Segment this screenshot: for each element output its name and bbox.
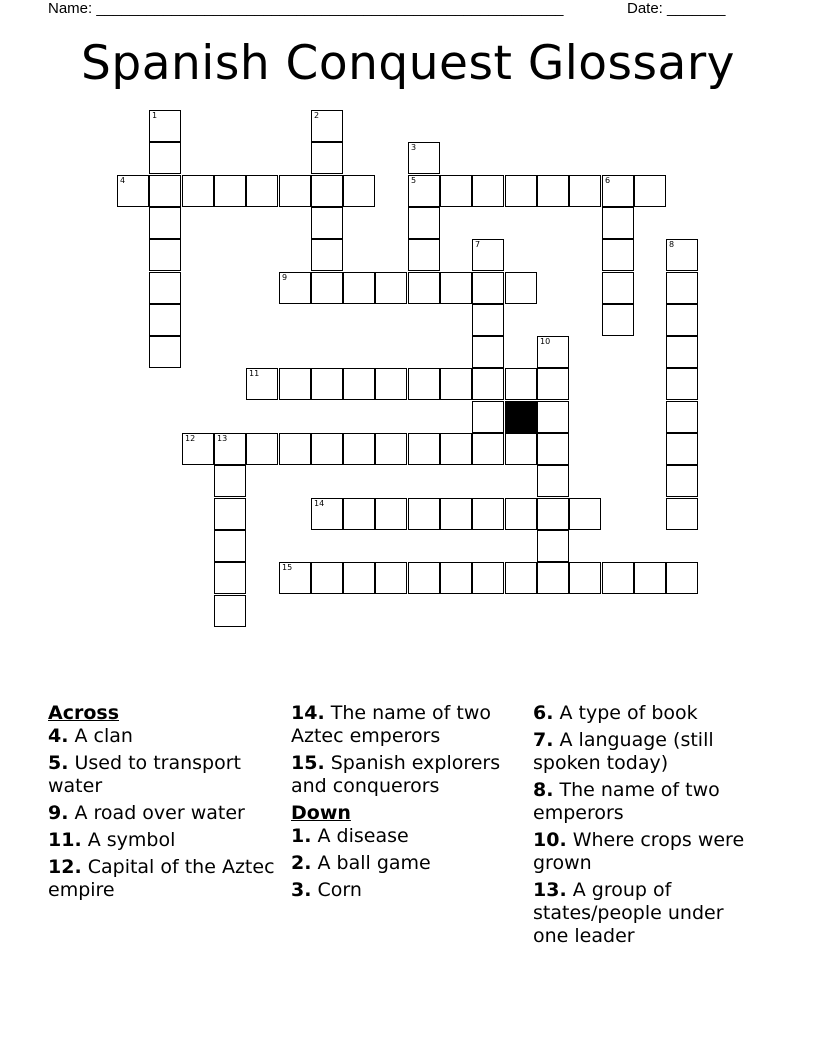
crossword-cell[interactable] [408, 175, 440, 207]
clue-number: 1. [291, 825, 312, 847]
crossword-cell[interactable] [440, 498, 472, 530]
crossword-cell[interactable] [311, 239, 343, 271]
clue-text: Corn [317, 879, 362, 901]
clue-text: A language (still spoken today) [533, 729, 714, 774]
across-heading: Across [48, 702, 120, 724]
crossword-cell[interactable] [343, 562, 375, 594]
clue-down-13 [533, 879, 763, 948]
crossword-cell[interactable] [440, 368, 472, 400]
crossword-cell[interactable] [634, 175, 666, 207]
crossword-cell[interactable] [602, 175, 634, 207]
clue-text: Where crops were grown [533, 829, 745, 874]
crossword-cell[interactable] [505, 175, 537, 207]
crossword-cell[interactable] [311, 175, 343, 207]
crossword-cell[interactable] [569, 498, 601, 530]
crossword-cell[interactable] [537, 562, 569, 594]
crossword-cell-number: 6 [605, 176, 611, 185]
clue-down-3 [291, 879, 521, 902]
crossword-cell[interactable] [149, 175, 181, 207]
clue-down-1 [291, 825, 521, 848]
crossword-cell[interactable] [214, 595, 246, 627]
crossword-cell[interactable] [472, 401, 504, 433]
crossword-cell[interactable] [279, 368, 311, 400]
crossword-cell[interactable] [505, 562, 537, 594]
crossword-cell[interactable] [279, 433, 311, 465]
crossword-cell[interactable] [149, 239, 181, 271]
page-title: Spanish Conquest Glossary [81, 36, 735, 91]
crossword-cell[interactable] [343, 175, 375, 207]
crossword-cell[interactable] [537, 401, 569, 433]
crossword-cell[interactable] [246, 433, 278, 465]
crossword-cell[interactable] [666, 239, 698, 271]
crossword-cell[interactable] [602, 304, 634, 336]
crossword-cell[interactable] [246, 368, 278, 400]
crossword-cell[interactable] [472, 239, 504, 271]
crossword-cell[interactable] [505, 368, 537, 400]
crossword-cell-number: 2 [314, 111, 320, 120]
crossword-cell-number: 10 [540, 337, 551, 346]
crossword-cell[interactable] [440, 272, 472, 304]
crossword-cell[interactable] [569, 562, 601, 594]
crossword-cell[interactable] [440, 562, 472, 594]
crossword-cell[interactable] [311, 368, 343, 400]
crossword-cell[interactable] [311, 562, 343, 594]
clue-down-8 [533, 779, 763, 825]
clue-text: A disease [317, 825, 409, 847]
crossword-cell[interactable] [666, 336, 698, 368]
crossword-cell[interactable] [182, 175, 214, 207]
crossword-cell[interactable] [408, 207, 440, 239]
crossword-cell[interactable] [505, 272, 537, 304]
crossword-cell[interactable] [666, 498, 698, 530]
crossword-cell[interactable] [343, 433, 375, 465]
crossword-cell[interactable] [214, 465, 246, 497]
crossword-cell[interactable] [666, 368, 698, 400]
clue-text: A ball game [317, 852, 431, 874]
crossword-cell-number: 7 [475, 240, 481, 249]
crossword-cell[interactable] [666, 562, 698, 594]
clue-number: 12. [48, 856, 82, 878]
crossword-cell[interactable] [311, 272, 343, 304]
crossword-cell[interactable] [537, 175, 569, 207]
clue-across-4 [48, 725, 278, 748]
crossword-cell[interactable] [602, 239, 634, 271]
crossword-cell[interactable] [149, 272, 181, 304]
clue-number: 9. [48, 802, 69, 824]
crossword-cell[interactable] [472, 498, 504, 530]
clue-across-5 [48, 752, 278, 798]
crossword-cell[interactable] [666, 433, 698, 465]
crossword-cell[interactable] [472, 336, 504, 368]
crossword-cell[interactable] [214, 175, 246, 207]
crossword-cell[interactable] [537, 368, 569, 400]
crossword-cell[interactable] [149, 336, 181, 368]
crossword-cell[interactable] [537, 433, 569, 465]
crossword-cell[interactable] [408, 433, 440, 465]
clues-column-1 [48, 702, 278, 906]
down-heading: Down [291, 802, 351, 824]
date-field-label: Date: _______ [627, 0, 726, 17]
crossword-cell[interactable] [602, 562, 634, 594]
clues-column-3 [533, 702, 763, 952]
clue-number: 15. [291, 752, 325, 774]
crossword-cell[interactable] [505, 433, 537, 465]
crossword-cell[interactable] [408, 272, 440, 304]
crossword-cell-number: 3 [411, 143, 417, 152]
clue-text: A clan [74, 725, 133, 747]
clue-text: Spanish explorers and conquerors [291, 752, 501, 797]
crossword-cell[interactable] [666, 465, 698, 497]
clue-number: 13. [533, 879, 567, 901]
crossword-cell[interactable] [408, 239, 440, 271]
crossword-cell[interactable] [214, 498, 246, 530]
crossword-cell[interactable] [666, 304, 698, 336]
crossword-cell[interactable] [149, 304, 181, 336]
clue-number: 6. [533, 702, 554, 724]
crossword-cell[interactable] [408, 368, 440, 400]
crossword-cell[interactable] [311, 110, 343, 142]
clue-number: 14. [291, 702, 325, 724]
crossword-cell-number: 1 [152, 111, 158, 120]
crossword-cell[interactable] [602, 272, 634, 304]
clue-down-2 [291, 852, 521, 875]
crossword-cell-number: 4 [120, 176, 126, 185]
clue-down-6 [533, 702, 763, 725]
clue-across-9 [48, 802, 278, 825]
crossword-cell[interactable] [279, 562, 311, 594]
crossword-cell[interactable] [666, 272, 698, 304]
clue-text: A symbol [87, 829, 176, 851]
clue-number: 8. [533, 779, 554, 801]
clue-text: A group of states/people under one leader [533, 879, 724, 947]
clue-across-12 [48, 856, 278, 902]
crossword-cell[interactable] [343, 498, 375, 530]
crossword-cell[interactable] [537, 336, 569, 368]
crossword-cell[interactable] [569, 175, 601, 207]
crossword-cell[interactable] [408, 562, 440, 594]
crossword-cell[interactable] [537, 465, 569, 497]
clue-across-11 [48, 829, 278, 852]
clue-across-14 [291, 702, 521, 748]
crossword-cell[interactable] [408, 498, 440, 530]
crossword-cell[interactable] [279, 175, 311, 207]
crossword-cell[interactable] [537, 530, 569, 562]
crossword-cell[interactable] [440, 175, 472, 207]
crossword-cell[interactable] [472, 562, 504, 594]
crossword-cell[interactable] [602, 207, 634, 239]
crossword-cell[interactable] [182, 433, 214, 465]
crossword-cell-number: 15 [282, 563, 293, 572]
crossword-cell[interactable] [666, 401, 698, 433]
crossword-cell[interactable] [440, 433, 472, 465]
clue-number: 5. [48, 752, 69, 774]
crossword-cell[interactable] [375, 433, 407, 465]
crossword-cell[interactable] [149, 207, 181, 239]
clue-text: Capital of the Aztec empire [48, 856, 275, 901]
crossword-cell-number: 9 [282, 273, 288, 282]
crossword-cell[interactable] [472, 368, 504, 400]
crossword-cell-number: 8 [669, 240, 675, 249]
crossword-cell[interactable] [311, 142, 343, 174]
crossword-cell[interactable] [311, 498, 343, 530]
crossword-cell-number: 12 [185, 434, 196, 443]
crossword-cell-number: 11 [249, 369, 260, 378]
crossword-cell[interactable] [472, 175, 504, 207]
crossword-cell[interactable] [117, 175, 149, 207]
clue-text: A type of book [559, 702, 698, 724]
clue-across-15 [291, 752, 521, 798]
crossword-cell[interactable] [246, 175, 278, 207]
crossword-cell[interactable] [343, 368, 375, 400]
crossword-cell[interactable] [472, 272, 504, 304]
crossword-cell[interactable] [472, 304, 504, 336]
crossword-cell-number: 14 [314, 499, 325, 508]
crossword-cell-number: 5 [411, 176, 417, 185]
crossword-cell[interactable] [537, 498, 569, 530]
crossword-cell[interactable] [149, 110, 181, 142]
crossword-cell[interactable] [311, 433, 343, 465]
crossword-cell[interactable] [472, 433, 504, 465]
crossword-cell[interactable] [311, 207, 343, 239]
clue-number: 11. [48, 829, 82, 851]
clue-number: 2. [291, 852, 312, 874]
crossword-cell[interactable] [634, 562, 666, 594]
name-field-label: Name: ________________________________________________________ [48, 0, 564, 17]
crossword-cell[interactable] [375, 272, 407, 304]
clue-number: 3. [291, 879, 312, 901]
crossword-cell[interactable] [279, 272, 311, 304]
crossword-cell[interactable] [214, 433, 246, 465]
crossword-cell[interactable] [505, 498, 537, 530]
crossword-cell[interactable] [149, 142, 181, 174]
clue-down-7 [533, 729, 763, 775]
clue-number: 7. [533, 729, 554, 751]
crossword-cell[interactable] [408, 142, 440, 174]
clue-down-10 [533, 829, 763, 875]
clue-text: The name of two emperors [533, 779, 720, 824]
crossword-cell[interactable] [375, 562, 407, 594]
crossword-cell[interactable] [375, 498, 407, 530]
crossword-cell[interactable] [375, 368, 407, 400]
clues-column-2 [291, 702, 521, 906]
clue-number: 10. [533, 829, 567, 851]
clue-text: Used to transport water [48, 752, 242, 797]
crossword-cell[interactable] [214, 562, 246, 594]
crossword-cell-number: 13 [217, 434, 228, 443]
clue-text: The name of two Aztec emperors [291, 702, 491, 747]
clue-number: 4. [48, 725, 69, 747]
crossword-cell[interactable] [214, 530, 246, 562]
clue-text: A road over water [74, 802, 245, 824]
crossword-cell[interactable] [343, 272, 375, 304]
crossword-black-cell [505, 401, 537, 433]
